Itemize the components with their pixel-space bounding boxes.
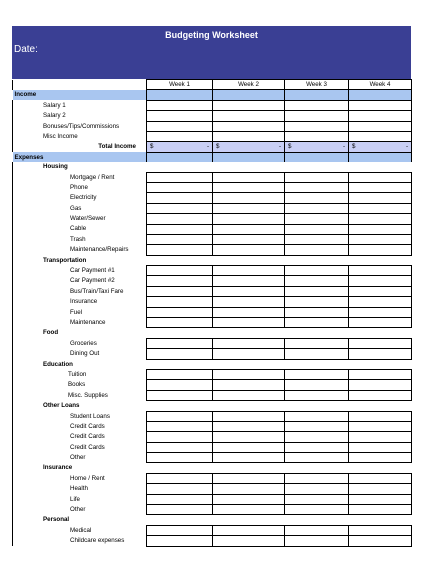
line-item-label: Tuition xyxy=(13,369,147,379)
week-4-amount-cell[interactable] xyxy=(349,100,412,110)
week-3-amount-cell[interactable] xyxy=(285,111,349,121)
week-2-amount-cell[interactable] xyxy=(213,203,285,213)
week-2-amount-cell[interactable] xyxy=(213,214,285,224)
week-2-total-cell xyxy=(213,142,285,152)
expense-group-label: Food xyxy=(13,328,147,338)
line-item-label: Other xyxy=(13,453,147,463)
expenses-section-label: Expenses xyxy=(13,152,147,162)
week-2-amount-cell[interactable] xyxy=(213,442,285,452)
expense-item-row xyxy=(13,536,412,546)
expense-item-row xyxy=(13,484,412,494)
week-3-amount-cell[interactable] xyxy=(285,276,349,286)
week-2-amount-cell[interactable] xyxy=(213,266,285,276)
week-4-amount-cell[interactable] xyxy=(349,421,412,431)
week-2-amount-cell[interactable] xyxy=(213,525,285,535)
week-2-amount-cell[interactable] xyxy=(213,172,285,182)
week-3-amount-cell[interactable] xyxy=(285,245,349,255)
week-4-amount-cell[interactable] xyxy=(349,442,412,452)
week-3-total-cell xyxy=(285,142,349,152)
week-4-amount-cell[interactable] xyxy=(349,536,412,546)
week-3-amount-cell[interactable] xyxy=(285,318,349,328)
income-section-row xyxy=(13,90,412,100)
week-2-amount-cell[interactable] xyxy=(213,307,285,317)
week-2-amount-cell[interactable] xyxy=(213,390,285,400)
line-item-label: Fuel xyxy=(13,307,147,317)
week-3-amount-cell[interactable] xyxy=(285,536,349,546)
week-4-header: Week 4 xyxy=(349,80,412,90)
week-3-amount-cell[interactable] xyxy=(285,411,349,421)
week-1-amount-cell[interactable] xyxy=(147,525,213,535)
line-item-label: Water/Sewer xyxy=(13,214,147,224)
week-4-amount-cell[interactable] xyxy=(349,432,412,442)
income-item-row xyxy=(13,131,412,141)
line-item-label: Cable xyxy=(13,224,147,234)
week-4-amount-cell[interactable] xyxy=(349,266,412,276)
week-header-row xyxy=(13,80,412,90)
line-item-label: Home / Rent xyxy=(13,473,147,483)
week-1-amount-cell[interactable] xyxy=(147,100,213,110)
week-2-amount-cell[interactable] xyxy=(213,121,285,131)
expense-group-row xyxy=(13,255,412,265)
week-1-amount-cell[interactable] xyxy=(147,286,213,296)
week-3-amount-cell[interactable] xyxy=(285,286,349,296)
week-3-amount-cell[interactable] xyxy=(285,172,349,182)
week-2-amount-cell[interactable] xyxy=(213,369,285,379)
week-3-amount-cell[interactable] xyxy=(285,473,349,483)
budget-table xyxy=(12,79,412,547)
expense-item-row xyxy=(13,453,412,463)
line-item-label: Car Payment #1 xyxy=(13,266,147,276)
week-1-amount-cell[interactable] xyxy=(147,421,213,431)
currency-symbol: $ xyxy=(288,143,292,151)
week-2-amount-cell[interactable] xyxy=(213,286,285,296)
currency-symbol: $ xyxy=(150,143,154,151)
line-item-label: Dining Out xyxy=(13,349,147,359)
week-1-amount-cell[interactable] xyxy=(147,172,213,182)
expense-group-row xyxy=(13,328,412,338)
week-2-amount-cell[interactable] xyxy=(213,224,285,234)
line-item-label: Phone xyxy=(13,182,147,192)
expense-item-row xyxy=(13,172,412,182)
total-value: - xyxy=(278,143,281,151)
week-4-total-cell xyxy=(349,142,412,152)
week-1-amount-cell[interactable] xyxy=(147,182,213,192)
week-1-amount-cell[interactable] xyxy=(147,494,213,504)
expense-item-row xyxy=(13,505,412,515)
expense-group-row xyxy=(13,359,412,369)
week-1-amount-cell[interactable] xyxy=(147,297,213,307)
week-2-amount-cell[interactable] xyxy=(213,494,285,504)
total-value: - xyxy=(405,143,408,151)
expense-group-label: Education xyxy=(13,359,147,369)
line-item-label: Groceries xyxy=(13,338,147,348)
line-item-label: Books xyxy=(13,380,147,390)
week-4-amount-cell[interactable] xyxy=(349,214,412,224)
title-banner xyxy=(12,26,411,53)
week-3-amount-cell[interactable] xyxy=(285,193,349,203)
week-3-amount-cell[interactable] xyxy=(285,214,349,224)
week-1-amount-cell[interactable] xyxy=(147,536,213,546)
expense-group-label: Other Loans xyxy=(13,401,147,411)
line-item-label: Car Payment #2 xyxy=(13,276,147,286)
expense-group-row xyxy=(13,463,412,473)
week-1-amount-cell[interactable] xyxy=(147,318,213,328)
sheet-title: Budgeting Worksheet xyxy=(165,30,258,40)
expense-item-row xyxy=(13,380,412,390)
week-3-amount-cell[interactable] xyxy=(285,338,349,348)
week-4-amount-cell[interactable] xyxy=(349,484,412,494)
week-1-amount-cell[interactable] xyxy=(147,349,213,359)
week-2-amount-cell[interactable] xyxy=(213,380,285,390)
expense-item-row xyxy=(13,297,412,307)
week-3-amount-cell[interactable] xyxy=(285,494,349,504)
expense-item-row xyxy=(13,193,412,203)
expense-group-label: Transportation xyxy=(13,255,147,265)
week-4-amount-cell[interactable] xyxy=(349,505,412,515)
line-item-label: Trash xyxy=(13,234,147,244)
date-label: Date: xyxy=(14,44,38,55)
line-item-label: Insurance xyxy=(13,297,147,307)
week-1-amount-cell[interactable] xyxy=(147,369,213,379)
week-4-amount-cell[interactable] xyxy=(349,307,412,317)
week-1-amount-cell[interactable] xyxy=(147,203,213,213)
line-item-label: Credit Cards xyxy=(13,421,147,431)
week-4-amount-cell[interactable] xyxy=(349,390,412,400)
week-4-amount-cell[interactable] xyxy=(349,245,412,255)
week-4-amount-cell[interactable] xyxy=(349,234,412,244)
week-4-amount-cell[interactable] xyxy=(349,203,412,213)
expense-item-row xyxy=(13,349,412,359)
week-3-amount-cell[interactable] xyxy=(285,484,349,494)
expense-item-row xyxy=(13,203,412,213)
week-2-amount-cell[interactable] xyxy=(213,453,285,463)
line-item-label: Electricity xyxy=(13,193,147,203)
week-3-amount-cell[interactable] xyxy=(285,442,349,452)
week-1-amount-cell[interactable] xyxy=(147,214,213,224)
week-4-amount-cell[interactable] xyxy=(349,338,412,348)
week-3-amount-cell[interactable] xyxy=(285,100,349,110)
week-1-amount-cell[interactable] xyxy=(147,442,213,452)
line-item-label: Gas xyxy=(13,203,147,213)
expense-item-row xyxy=(13,245,412,255)
week-1-amount-cell[interactable] xyxy=(147,432,213,442)
week-1-amount-cell[interactable] xyxy=(147,121,213,131)
line-item-label: Life xyxy=(13,494,147,504)
week-4-amount-cell[interactable] xyxy=(349,224,412,234)
week-3-amount-cell[interactable] xyxy=(285,349,349,359)
week-2-amount-cell[interactable] xyxy=(213,432,285,442)
line-item-label: Childcare expenses xyxy=(13,536,147,546)
week-1-amount-cell[interactable] xyxy=(147,245,213,255)
week-2-amount-cell[interactable] xyxy=(213,193,285,203)
expense-item-row xyxy=(13,390,412,400)
expense-item-row xyxy=(13,494,412,504)
week-3-amount-cell[interactable] xyxy=(285,121,349,131)
week-1-amount-cell[interactable] xyxy=(147,234,213,244)
currency-symbol: $ xyxy=(352,143,356,151)
expense-item-row xyxy=(13,214,412,224)
line-item-label: Credit Cards xyxy=(13,442,147,452)
week-2-amount-cell[interactable] xyxy=(213,536,285,546)
expense-group-row xyxy=(13,401,412,411)
week-1-amount-cell[interactable] xyxy=(147,453,213,463)
week-4-amount-cell[interactable] xyxy=(349,131,412,141)
week-4-amount-cell[interactable] xyxy=(349,286,412,296)
week-1-amount-cell[interactable] xyxy=(147,505,213,515)
week-2-header: Week 2 xyxy=(213,80,285,90)
total-value: - xyxy=(206,143,209,151)
week-2-amount-cell[interactable] xyxy=(213,318,285,328)
week-4-amount-cell[interactable] xyxy=(349,525,412,535)
income-item-row xyxy=(13,111,412,121)
currency-symbol: $ xyxy=(216,143,220,151)
week-4-amount-cell[interactable] xyxy=(349,318,412,328)
week-3-amount-cell[interactable] xyxy=(285,234,349,244)
week-2-amount-cell[interactable] xyxy=(213,421,285,431)
total-income-row xyxy=(13,142,412,152)
line-item-label: Other xyxy=(13,505,147,515)
week-4-amount-cell[interactable] xyxy=(349,380,412,390)
week-4-amount-cell[interactable] xyxy=(349,369,412,379)
expense-item-row xyxy=(13,421,412,431)
week-3-amount-cell[interactable] xyxy=(285,505,349,515)
line-item-label: Maintenance xyxy=(13,318,147,328)
week-1-amount-cell[interactable] xyxy=(147,390,213,400)
week-2-amount-cell[interactable] xyxy=(213,100,285,110)
week-1-amount-cell[interactable] xyxy=(147,307,213,317)
line-item-label: Medical xyxy=(13,525,147,535)
week-2-amount-cell[interactable] xyxy=(213,411,285,421)
week-4-amount-cell[interactable] xyxy=(349,193,412,203)
week-4-amount-cell[interactable] xyxy=(349,349,412,359)
week-4-amount-cell[interactable] xyxy=(349,111,412,121)
week-2-amount-cell[interactable] xyxy=(213,338,285,348)
week-4-amount-cell[interactable] xyxy=(349,172,412,182)
expense-group-label: Insurance xyxy=(13,463,147,473)
expense-item-row xyxy=(13,411,412,421)
expense-item-row xyxy=(13,266,412,276)
week-1-amount-cell[interactable] xyxy=(147,411,213,421)
line-item-label: Salary 2 xyxy=(13,111,147,121)
line-item-label: Maintenance/Repairs xyxy=(13,245,147,255)
week-3-amount-cell[interactable] xyxy=(285,266,349,276)
week-2-amount-cell[interactable] xyxy=(213,131,285,141)
week-1-amount-cell[interactable] xyxy=(147,484,213,494)
line-item-label: Mortgage / Rent xyxy=(13,172,147,182)
line-item-label: Salary 1 xyxy=(13,100,147,110)
week-1-amount-cell[interactable] xyxy=(147,338,213,348)
week-3-amount-cell[interactable] xyxy=(285,369,349,379)
expense-item-row xyxy=(13,234,412,244)
week-3-amount-cell[interactable] xyxy=(285,380,349,390)
week-3-amount-cell[interactable] xyxy=(285,432,349,442)
week-2-amount-cell[interactable] xyxy=(213,297,285,307)
week-4-amount-cell[interactable] xyxy=(349,297,412,307)
expense-group-label: Housing xyxy=(13,162,147,172)
expense-item-row xyxy=(13,338,412,348)
week-3-amount-cell[interactable] xyxy=(285,224,349,234)
week-4-amount-cell[interactable] xyxy=(349,121,412,131)
week-4-amount-cell[interactable] xyxy=(349,473,412,483)
expense-group-label: Personal xyxy=(13,515,147,525)
expense-item-row xyxy=(13,525,412,535)
week-4-amount-cell[interactable] xyxy=(349,276,412,286)
expense-item-row xyxy=(13,318,412,328)
week-1-amount-cell[interactable] xyxy=(147,473,213,483)
week-2-amount-cell[interactable] xyxy=(213,245,285,255)
week-3-amount-cell[interactable] xyxy=(285,390,349,400)
week-1-amount-cell[interactable] xyxy=(147,266,213,276)
week-2-amount-cell[interactable] xyxy=(213,182,285,192)
week-2-amount-cell[interactable] xyxy=(213,473,285,483)
week-3-amount-cell[interactable] xyxy=(285,307,349,317)
budget-worksheet xyxy=(12,26,411,547)
expense-item-row xyxy=(13,286,412,296)
week-4-amount-cell[interactable] xyxy=(349,411,412,421)
week-2-amount-cell[interactable] xyxy=(213,276,285,286)
income-item-row xyxy=(13,121,412,131)
expense-item-row xyxy=(13,276,412,286)
week-4-amount-cell[interactable] xyxy=(349,453,412,463)
week-1-amount-cell[interactable] xyxy=(147,131,213,141)
week-1-amount-cell[interactable] xyxy=(147,276,213,286)
line-item-label: Student Loans xyxy=(13,411,147,421)
week-3-amount-cell[interactable] xyxy=(285,131,349,141)
line-item-label: Misc. Supplies xyxy=(13,390,147,400)
week-1-amount-cell[interactable] xyxy=(147,193,213,203)
week-3-amount-cell[interactable] xyxy=(285,421,349,431)
expense-group-row xyxy=(13,515,412,525)
week-3-amount-cell[interactable] xyxy=(285,297,349,307)
line-item-label: Bus/Train/Taxi Fare xyxy=(13,286,147,296)
week-2-amount-cell[interactable] xyxy=(213,234,285,244)
week-1-total-cell xyxy=(147,142,213,152)
expense-item-row xyxy=(13,442,412,452)
week-2-amount-cell[interactable] xyxy=(213,484,285,494)
week-4-amount-cell[interactable] xyxy=(349,494,412,504)
week-1-amount-cell[interactable] xyxy=(147,380,213,390)
expenses-section-row xyxy=(13,152,412,162)
week-2-amount-cell[interactable] xyxy=(213,505,285,515)
expense-item-row xyxy=(13,182,412,192)
total-value: - xyxy=(342,143,345,151)
week-3-amount-cell[interactable] xyxy=(285,182,349,192)
expense-item-row xyxy=(13,307,412,317)
date-banner xyxy=(12,44,411,79)
line-item-label: Misc Income xyxy=(13,131,147,141)
week-4-amount-cell[interactable] xyxy=(349,182,412,192)
expense-item-row xyxy=(13,432,412,442)
week-3-header: Week 3 xyxy=(285,80,349,90)
income-item-row xyxy=(13,100,412,110)
week-3-amount-cell[interactable] xyxy=(285,453,349,463)
line-item-label: Health xyxy=(13,484,147,494)
income-section-label: Income xyxy=(13,90,147,100)
week-2-amount-cell[interactable] xyxy=(213,349,285,359)
week-3-amount-cell[interactable] xyxy=(285,525,349,535)
week-2-amount-cell[interactable] xyxy=(213,111,285,121)
line-item-label: Bonuses/Tips/Commissions xyxy=(13,121,147,131)
expense-item-row xyxy=(13,473,412,483)
week-3-amount-cell[interactable] xyxy=(285,203,349,213)
total-income-label: Total Income xyxy=(13,142,147,152)
week-1-amount-cell[interactable] xyxy=(147,111,213,121)
week-1-header: Week 1 xyxy=(147,80,213,90)
expense-group-row xyxy=(13,162,412,172)
line-item-label: Credit Cards xyxy=(13,432,147,442)
expense-item-row xyxy=(13,369,412,379)
week-1-amount-cell[interactable] xyxy=(147,224,213,234)
expense-item-row xyxy=(13,224,412,234)
